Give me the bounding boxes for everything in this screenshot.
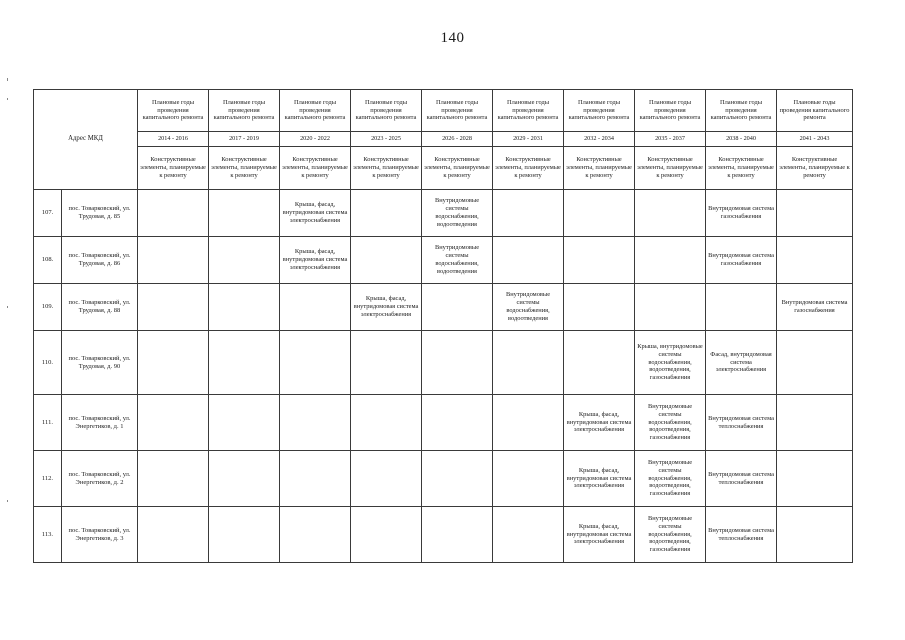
repair-cell	[493, 395, 564, 451]
elements-header: Конструктивные элементы, планируемые к ремонту	[422, 147, 493, 190]
repair-schedule-table	[33, 89, 853, 563]
repair-cell: Внутридомовые системы водоснабжения, водоотведения, газоснабжения	[635, 507, 706, 563]
row-number: 112.	[34, 451, 62, 507]
repair-cell	[777, 451, 853, 507]
period-header: 2026 - 2028	[422, 132, 493, 147]
repair-cell	[209, 451, 280, 507]
repair-cell: Крыша, фасад, внутридомовая система электроснабжения	[280, 190, 351, 237]
repair-cell: Внутридомовая система газоснабжения	[706, 190, 777, 237]
period-header: 2014 - 2016	[138, 132, 209, 147]
scan-mark	[7, 98, 8, 100]
repair-cell	[564, 237, 635, 284]
page-number: 140	[440, 30, 465, 46]
plan-years-header: Плановые годы проведения капитального ремонта	[635, 90, 706, 132]
repair-cell	[138, 237, 209, 284]
repair-cell	[422, 395, 493, 451]
table-row	[34, 395, 853, 451]
elements-header: Конструктивные элементы, планируемые к ремонту	[351, 147, 422, 190]
plan-years-header: Плановые годы проведения капитального ремонта	[564, 90, 635, 132]
building-address: пос. Товарковский, ул. Энергетиков, д. 2	[62, 451, 138, 507]
plan-years-header: Плановые годы проведения капитального ремонта	[777, 90, 853, 132]
period-header: 2035 - 2037	[635, 132, 706, 147]
repair-cell	[564, 190, 635, 237]
elements-header: Конструктивные элементы, планируемые к ремонту	[564, 147, 635, 190]
repair-cell	[351, 331, 422, 395]
row-number: 113.	[34, 507, 62, 563]
period-header: 2020 - 2022	[280, 132, 351, 147]
repair-cell	[493, 331, 564, 395]
repair-cell: Внутридомовые системы водоснабжения, водоотведения, газоснабжения	[635, 395, 706, 451]
repair-cell: Внутридомовая система газоснабжения	[706, 237, 777, 284]
repair-cell: Крыша, фасад, внутридомовая система электроснабжения	[280, 237, 351, 284]
repair-cell	[422, 507, 493, 563]
row-number: 108.	[34, 237, 62, 284]
table-row	[34, 237, 853, 284]
repair-cell	[209, 190, 280, 237]
repair-cell	[280, 507, 351, 563]
scan-mark	[7, 500, 8, 502]
table-row	[34, 190, 853, 237]
repair-cell	[138, 190, 209, 237]
repair-cell	[422, 331, 493, 395]
repair-cell: Внутридомовая система теплоснабжения	[706, 507, 777, 563]
repair-cell	[209, 237, 280, 284]
plan-years-header: Плановые годы проведения капитального ремонта	[422, 90, 493, 132]
table-row	[34, 331, 853, 395]
repair-cell	[351, 237, 422, 284]
elements-header: Конструктивные элементы, планируемые к ремонту	[706, 147, 777, 190]
repair-cell: Внутридомовая система теплоснабжения	[706, 395, 777, 451]
repair-cell	[635, 237, 706, 284]
row-number: 111.	[34, 395, 62, 451]
plan-years-header: Плановые годы проведения капитального ремонта	[209, 90, 280, 132]
plan-years-header: Плановые годы проведения капитального ремонта	[706, 90, 777, 132]
table-row	[34, 451, 853, 507]
plan-years-header: Плановые годы проведения капитального ремонта	[493, 90, 564, 132]
repair-cell: Внутридомовые системы водоснабжения, водоотведения, газоснабжения	[635, 451, 706, 507]
period-header: 2017 - 2019	[209, 132, 280, 147]
repair-cell	[777, 331, 853, 395]
building-address: пос. Товарковский, ул. Энергетиков, д. 1	[62, 395, 138, 451]
elements-header: Конструктивные элементы, планируемые к ремонту	[209, 147, 280, 190]
repair-cell	[280, 451, 351, 507]
repair-cell	[493, 190, 564, 237]
repair-cell: Крыша, фасад, внутридомовая система электроснабжения	[351, 284, 422, 331]
scan-mark	[7, 306, 8, 308]
repair-cell	[635, 190, 706, 237]
building-address: пос. Товарковский, ул. Трудовая, д. 88	[62, 284, 138, 331]
repair-cell	[777, 190, 853, 237]
repair-cell	[351, 395, 422, 451]
repair-cell	[280, 284, 351, 331]
address-column-header: Адрес МКД	[34, 90, 138, 190]
repair-cell: Внутридомовая система теплоснабжения	[706, 451, 777, 507]
repair-cell	[351, 451, 422, 507]
repair-cell	[138, 395, 209, 451]
building-address: пос. Товарковский, ул. Трудовая, д. 85	[62, 190, 138, 237]
table-row	[34, 507, 853, 563]
repair-cell	[493, 507, 564, 563]
elements-header: Конструктивные элементы, планируемые к ремонту	[138, 147, 209, 190]
elements-header: Конструктивные элементы, планируемые к ремонту	[493, 147, 564, 190]
repair-cell	[351, 507, 422, 563]
repair-cell	[351, 190, 422, 237]
repair-cell: Внутридомовая система газоснабжения	[777, 284, 853, 331]
plan-years-header: Плановые годы проведения капитального ремонта	[138, 90, 209, 132]
repair-cell: Фасад, внутридомовая система электроснабжения	[706, 331, 777, 395]
repair-cell	[564, 284, 635, 331]
repair-cell: Внутридомовые системы водоснабжения, водоотведения	[422, 190, 493, 237]
repair-cell	[422, 451, 493, 507]
table-row	[34, 284, 853, 331]
repair-cell	[280, 395, 351, 451]
repair-cell: Крыша, внутридомовые системы водоснабжения, водоотведения, газоснабжения	[635, 331, 706, 395]
repair-cell: Внутридомовые системы водоснабжения, водоотведения	[493, 284, 564, 331]
period-header: 2023 - 2025	[351, 132, 422, 147]
repair-cell	[209, 507, 280, 563]
period-header: 2041 - 2043	[777, 132, 853, 147]
building-address: пос. Товарковский, ул. Энергетиков, д. 3	[62, 507, 138, 563]
repair-cell	[209, 284, 280, 331]
row-number: 107.	[34, 190, 62, 237]
repair-cell	[280, 331, 351, 395]
repair-cell	[493, 451, 564, 507]
repair-cell	[138, 451, 209, 507]
repair-cell: Крыша, фасад, внутридомовая система электроснабжения	[564, 451, 635, 507]
repair-cell	[777, 507, 853, 563]
row-number: 110.	[34, 331, 62, 395]
repair-cell	[422, 284, 493, 331]
repair-cell	[777, 237, 853, 284]
building-address: пос. Товарковский, ул. Трудовая, д. 90	[62, 331, 138, 395]
row-number: 109.	[34, 284, 62, 331]
repair-cell	[493, 237, 564, 284]
repair-cell	[564, 331, 635, 395]
repair-cell	[706, 284, 777, 331]
period-header: 2029 - 2031	[493, 132, 564, 147]
period-header: 2032 - 2034	[564, 132, 635, 147]
repair-cell	[138, 507, 209, 563]
repair-cell: Крыша, фасад, внутридомовая система электроснабжения	[564, 395, 635, 451]
plan-years-header: Плановые годы проведения капитального ремонта	[351, 90, 422, 132]
repair-cell	[138, 331, 209, 395]
elements-header: Конструктивные элементы, планируемые к ремонту	[635, 147, 706, 190]
repair-cell	[209, 395, 280, 451]
elements-header: Конструктивные элементы, планируемые к ремонту	[280, 147, 351, 190]
building-address: пос. Товарковский, ул. Трудовая, д. 86	[62, 237, 138, 284]
repair-cell	[209, 331, 280, 395]
period-header: 2038 - 2040	[706, 132, 777, 147]
scan-mark	[7, 78, 8, 81]
plan-years-header: Плановые годы проведения капитального ремонта	[280, 90, 351, 132]
repair-cell: Внутридомовые системы водоснабжения, водоотведения	[422, 237, 493, 284]
repair-cell	[635, 284, 706, 331]
repair-cell	[138, 284, 209, 331]
repair-cell	[777, 395, 853, 451]
repair-cell: Крыша, фасад, внутридомовая система электроснабжения	[564, 507, 635, 563]
elements-header: Конструктивные элементы, планируемые к ремонту	[777, 147, 853, 190]
